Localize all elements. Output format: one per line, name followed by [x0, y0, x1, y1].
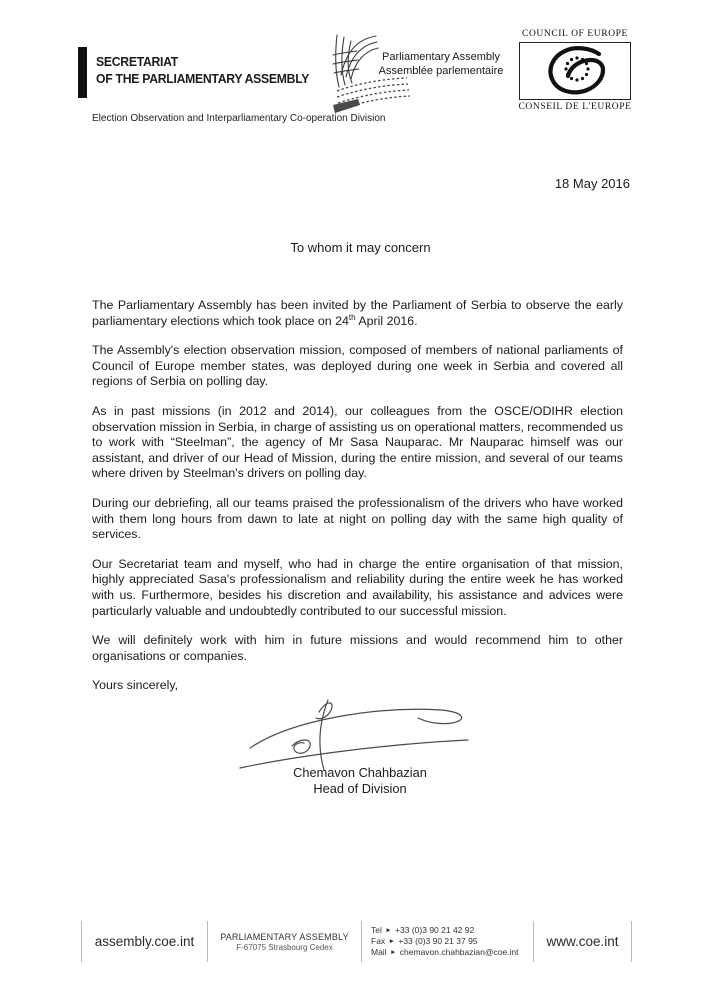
paragraph-6: We will definitely work with him in future missions and would recommend him to other organisations or companies.: [92, 633, 623, 663]
tel-value: +33 (0)3 90 21 42 92: [395, 925, 475, 935]
signature-block: [200, 765, 520, 796]
secretariat-line1: SECRETARIAT: [96, 54, 178, 69]
paragraph-5: Our Secretariat team and myself, who had in charge the entire organisation of that mission, highly appreciated Sasa's professionalism and reliability during the entire week he has worked with us. Furthermore, besides his discretion and availability, his assistance and advices were particularly valuable and undoubtedly contributed to our successful mission.: [92, 556, 623, 618]
closing-line: Yours sincerely,: [92, 678, 179, 693]
pace-logo-line1: Parliamentary Assembly: [382, 51, 500, 63]
signer-title: Head of Division: [313, 780, 407, 796]
paragraph-2: The Assembly's election observation mission, composed of members of national parliaments of Council of Europe member states, was deployed during one week in Serbia and covered all regions of Serbia on polling day.: [92, 343, 623, 389]
paragraph-1-text: The Parliamentary Assembly has been invited by the Parliament of Serbia to observe the early parliamentary elections which took place on 24: [92, 298, 623, 328]
footer-contact-cell: [361, 921, 533, 962]
mail-value: chemavon.chahbazian@coe.int: [399, 947, 519, 957]
footer-tel-line: [371, 925, 533, 936]
paragraph-3: As in past missions (in 2012 and 2014), our colleagues from the OSCE/ODIHR election observation mission in Serbia, in charge of assisting us on operational matters, recommended us to work with “Steelman”, the agency of Mr Sasa Nauparac. Mr Nauparac himself was our assistant, and driver of our Head of Mission, during the entire mission, and several of our teams where driven by Steelman's drivers on polling day.: [92, 403, 624, 481]
arrow-bullet-icon: ►: [389, 949, 397, 956]
coe-logo-block: [518, 29, 632, 112]
salutation: To whom it may concern: [290, 240, 431, 255]
arrow-bullet-icon: ►: [388, 938, 395, 945]
secretariat-accent-bar: [78, 47, 87, 98]
footer-assembly-site: assembly.coe.int: [81, 921, 207, 962]
footer-fax-line: [371, 936, 533, 947]
division-line: Election Observation and Interparliamentary Co-operation Division: [92, 113, 386, 124]
fax-value: +33 (0)3 90 21 37 95: [398, 936, 478, 946]
mail-label: Mail: [371, 947, 387, 957]
paragraph-4: During our debriefing, all our teams praised the professionalism of the drivers who have worked with them long hours from dawn to late at night on polling day with the same high quality of services.: [92, 495, 623, 542]
letter-body: [92, 298, 623, 708]
pace-logo-line2: Assemblée parlementaire: [378, 64, 504, 77]
coe-label-fr: CONSEIL DE L'EUROPE: [518, 102, 632, 112]
letter-date: 18 May 2016: [554, 176, 630, 191]
arrow-bullet-icon: ►: [385, 927, 392, 934]
footer-org-name: PARLIAMENTARY ASSEMBLY: [220, 931, 349, 942]
coe-label-en: COUNCIL OF EUROPE: [522, 29, 628, 39]
handwritten-signature: [236, 696, 481, 774]
signer-name: Chemavon Chahbazian: [293, 765, 427, 780]
footer-org-cell: [207, 921, 361, 962]
coe-logo-icon: [519, 42, 631, 100]
footer-org-address: F-67075 Strasbourg Cedex: [236, 942, 333, 952]
secretariat-line2: OF THE PARLIAMENTARY ASSEMBLY: [96, 71, 310, 86]
footer-mail-line: [371, 947, 533, 958]
footer-coe-site: www.coe.int: [533, 921, 632, 962]
letter-footer: [81, 921, 632, 962]
fax-label: Fax: [371, 936, 386, 946]
paragraph-1-tail: April 2016.: [355, 313, 418, 328]
ordinal-superscript: th: [348, 312, 356, 322]
tel-label: Tel: [371, 925, 382, 935]
paragraph-1: [92, 298, 623, 329]
pace-logo-text: [366, 51, 516, 78]
secretariat-heading: [96, 53, 309, 87]
